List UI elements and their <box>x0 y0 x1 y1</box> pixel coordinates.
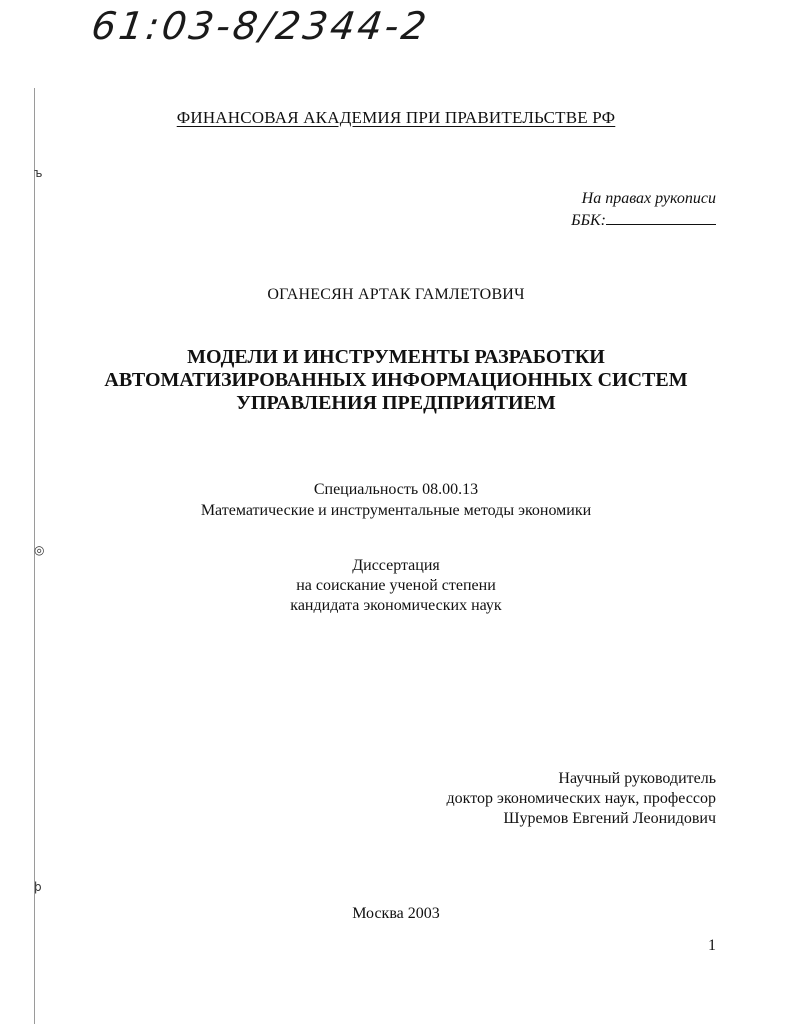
title-line: УПРАВЛЕНИЯ ПРЕДПРИЯТИЕМ <box>236 392 556 414</box>
specialty-block <box>0 479 792 521</box>
advisor-degree: доктор экономических наук, профессор <box>446 790 716 807</box>
binding-hole-mark: ϸ <box>34 880 42 894</box>
bbk-blank-line <box>606 210 716 225</box>
advisor-role: Научный руководитель <box>558 770 716 787</box>
manuscript-rights-label: На правах рукописи <box>581 190 716 207</box>
manuscript-rights-block <box>571 188 716 232</box>
degree-line: на соискание ученой степени <box>296 577 496 594</box>
author-name: ОГАНЕСЯН АРТАК ГАМЛЕТОВИЧ <box>267 286 525 303</box>
binding-hole-mark: ъ <box>34 166 43 180</box>
handwritten-catalog-code: 61:03-8/2344-2 <box>88 4 432 48</box>
binding-hole-mark: ◎ <box>34 543 45 557</box>
page-number: 1 <box>708 937 716 954</box>
degree-block <box>0 556 792 616</box>
organization-heading: ФИНАНСОВАЯ АКАДЕМИЯ ПРИ ПРАВИТЕЛЬСТВЕ РФ <box>176 108 616 127</box>
city-year: Москва 2003 <box>352 905 440 922</box>
title-line: АВТОМАТИЗИРОВАННЫХ ИНФОРМАЦИОННЫХ СИСТЕМ <box>104 369 688 391</box>
bbk-label: ББК: <box>571 212 606 229</box>
specialty-name: Математические и инструментальные методы экономики <box>200 502 592 519</box>
degree-line: Диссертация <box>352 557 440 574</box>
specialty-code: Специальность 08.00.13 <box>313 481 479 498</box>
bbk-field <box>571 210 716 232</box>
advisor-name: Шуремов Евгений Леонидович <box>503 810 716 827</box>
degree-line: кандидата экономических наук <box>290 597 502 614</box>
advisor-block <box>447 769 717 829</box>
title-line: МОДЕЛИ И ИНСТРУМЕНТЫ РАЗРАБОТКИ <box>187 346 605 368</box>
dissertation-title <box>0 346 792 415</box>
